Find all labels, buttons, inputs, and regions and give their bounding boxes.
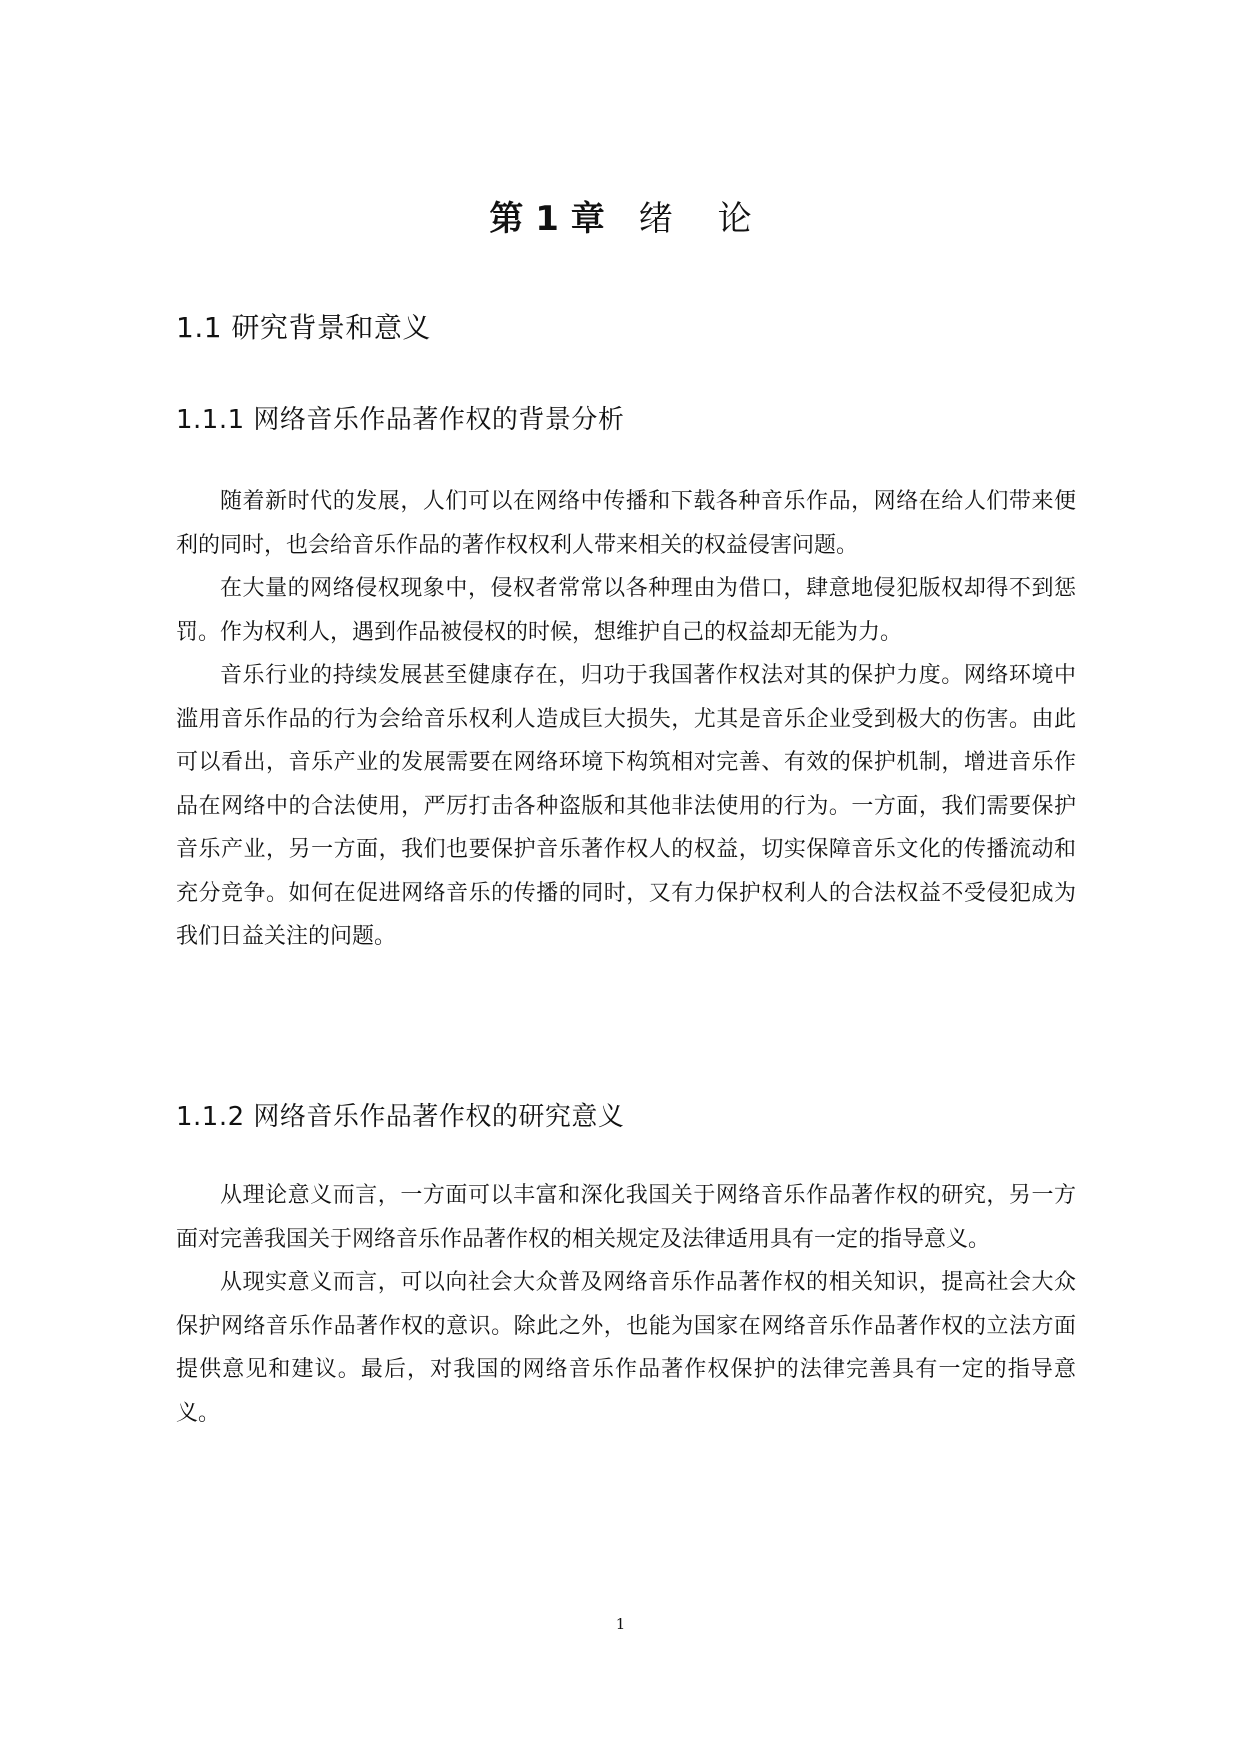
paragraph: 从现实意义而言，可以向社会大众普及网络音乐作品著作权的相关知识，提高社会大众保护网络音乐作品著作权的意识。除此之外，也能为国家在网络音乐作品著作权的立法方面提供意见和建议。最后，对我国的网络音乐作品著作权保护的法律完善具有一定的指导意义。 <box>176 1270 1076 1426</box>
page-number: 1 <box>615 1615 626 1633</box>
paragraph: 从理论意义而言，一方面可以丰富和深化我国关于网络音乐作品著作权的研究，另一方面对完善我国关于网络音乐作品著作权的相关规定及法律适用具有一定的指导意义。 <box>176 1183 1076 1252</box>
subsection-body-significance <box>176 1174 1076 1435</box>
paragraph: 随着新时代的发展，人们可以在网络中传播和下载各种音乐作品，网络在给人们带来便利的同时，也会给音乐作品的著作权权利人带来相关的权益侵害问题。 <box>176 489 1076 558</box>
section-heading: 1.1 研究背景和意义 <box>176 311 431 344</box>
paragraph: 在大量的网络侵权现象中，侵权者常常以各种理由为借口，肆意地侵犯版权却得不到惩罚。作为权利人，遇到作品被侵权的时候，想维护自己的权益却无能为力。 <box>176 576 1076 645</box>
subsection-body-background <box>176 480 1076 959</box>
chapter-title <box>0 194 1241 244</box>
chapter-name: 绪 论 <box>638 199 752 239</box>
paragraph: 音乐行业的持续发展甚至健康存在，归功于我国著作权法对其的保护力度。网络环境中滥用音乐作品的行为会给音乐权利人造成巨大损失，尤其是音乐企业受到极大的伤害。由此可以看出，音乐产业的发展需要在网络环境下构筑相对完善、有效的保护机制，增进音乐作品在网络中的合法使用，严厉打击各种盗版和其他非法使用的行为。一方面，我们需要保护音乐产业，另一方面，我们也要保护音乐著作权人的权益，切实保障音乐文化的传播流动和充分竞争。如何在促进网络音乐的传播的同时，又有力保护权利人的合法权益不受侵犯成为我们日益关注的问题。 <box>176 663 1076 949</box>
subsection-heading-background: 1.1.1 网络音乐作品著作权的背景分析 <box>176 405 625 435</box>
chapter-number: 第 1 章 <box>489 199 605 239</box>
subsection-heading-significance: 1.1.2 网络音乐作品著作权的研究意义 <box>176 1102 625 1132</box>
